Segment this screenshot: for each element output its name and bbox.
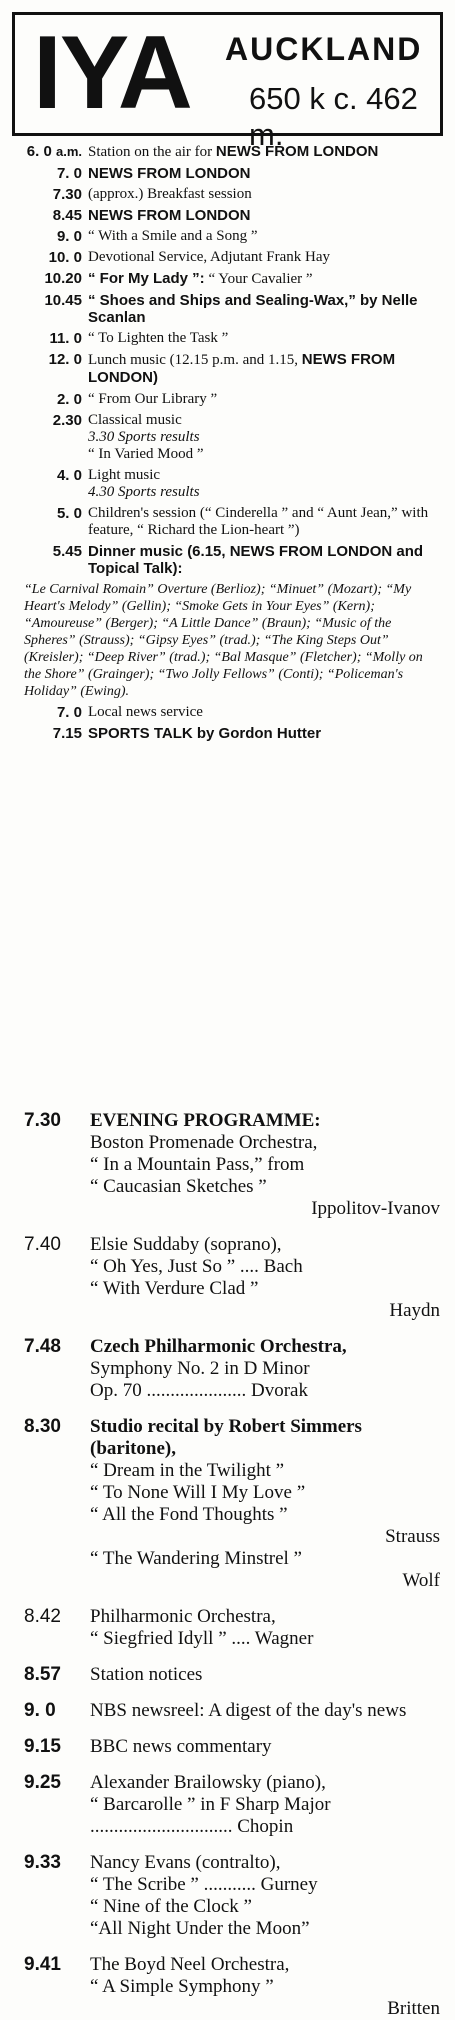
- programme-item: [0, 725, 455, 742]
- programme-item: [0, 505, 455, 539]
- evening-line: “ The Wandering Minstrel ”: [90, 1548, 302, 1569]
- programme-bold: NEWS FROM LONDON: [215, 143, 379, 160]
- evening-line: “ To None Will I My Love ”: [90, 1482, 306, 1503]
- evening-line: “ Dream in the Twilight ”: [90, 1460, 285, 1481]
- programme-text: Classical music: [88, 412, 182, 428]
- evening-line: “ Oh Yes, Just So ” .... Bach: [90, 1256, 303, 1277]
- programme-text: NEWS FROM LONDON: [88, 165, 251, 182]
- evening-line: Op. 70 ..................... Dvorak: [90, 1380, 308, 1401]
- evening-composer: Wolf: [402, 1570, 440, 1591]
- programme-item: [0, 391, 455, 408]
- programme-time: 12. 0: [48, 351, 82, 368]
- evening-composer: Britten: [387, 1998, 440, 2019]
- station-city: AUCKLAND: [225, 31, 423, 67]
- programme-text: “ Shoes and Ships and Sealing-Wax,” by Nelle Scanlan: [88, 292, 418, 326]
- evening-line: “ Siegfried Idyll ” .... Wagner: [90, 1628, 314, 1649]
- evening-line: “ In a Mountain Pass,” from: [90, 1154, 305, 1175]
- programme-time: 4. 0: [56, 467, 82, 484]
- evening-line: Alexander Brailowsky (piano),: [90, 1772, 326, 1793]
- evening-time: 9.33: [24, 1852, 61, 1873]
- evening-line: Boston Promenade Orchestra,: [90, 1132, 318, 1153]
- evening-line: “ A Simple Symphony ”: [90, 1976, 274, 1997]
- evening-item: [0, 1664, 455, 1686]
- evening-time: 9.15: [24, 1736, 61, 1757]
- programme-time: 7. 0: [56, 165, 82, 182]
- evening-composer: Ippolitov-Ivanov: [311, 1198, 440, 1219]
- programme-item: [0, 543, 455, 577]
- programme-text: Lunch music (12.15 p.m. and 1.15,: [88, 352, 298, 368]
- evening-item: [0, 1700, 455, 1722]
- programme-subitem: “ In Varied Mood ”: [88, 446, 204, 462]
- evening-line: Station notices: [90, 1664, 203, 1685]
- programme-bold: Dinner music (6.15, NEWS FROM LONDON and Topical Talk):: [88, 543, 424, 577]
- programme-subitem: 4.30 Sports results: [88, 484, 200, 500]
- programme-text: NEWS FROM LONDON: [88, 207, 251, 224]
- programme-time: 5. 0: [56, 505, 82, 522]
- evening-time: 9.41: [24, 1954, 61, 1975]
- evening-line: “ The Scribe ” ........... Gurney: [90, 1874, 318, 1895]
- programme-time: 9. 0: [56, 228, 82, 245]
- programme-item: [0, 412, 455, 463]
- evening-time: 8.57: [24, 1664, 61, 1685]
- evening-composer: Haydn: [389, 1300, 440, 1321]
- programme-time: 6. 0 a.m.: [26, 143, 82, 160]
- station-callsign: IYA: [33, 15, 191, 131]
- programme-text: Light music: [88, 467, 161, 483]
- programme-time: 2.30: [52, 412, 82, 429]
- programme-item: [0, 207, 455, 224]
- programme-item: [0, 165, 455, 182]
- programme-subitem: 3.30 Sports results: [88, 429, 200, 445]
- programme-item: [0, 270, 455, 288]
- programme-time: 5.45: [52, 543, 82, 560]
- programme-text: “ With a Smile and a Song ”: [88, 228, 258, 244]
- programme-time: 8.45: [52, 207, 82, 224]
- evening-line: Symphony No. 2 in D Minor: [90, 1358, 310, 1379]
- evening-item: [0, 1110, 455, 1220]
- programme-item: [0, 704, 455, 721]
- evening-item: [0, 1416, 455, 1592]
- evening-time: 9. 0: [24, 1700, 56, 1721]
- programme-time: 7.15: [52, 725, 82, 742]
- evening-line: The Boyd Neel Orchestra,: [90, 1954, 290, 1975]
- evening-title: Studio recital by Robert Simmers (baritone),: [90, 1416, 362, 1459]
- programme-item: [0, 351, 455, 387]
- evening-line: BBC news commentary: [90, 1736, 272, 1757]
- evening-composer: Strauss: [385, 1526, 440, 1547]
- programme-item: [0, 292, 455, 326]
- programme-item: [0, 143, 455, 161]
- evening-item: [0, 1736, 455, 1758]
- programme-text: “ From Our Library ”: [88, 391, 218, 407]
- programme-time: 11. 0: [49, 330, 82, 347]
- evening-item: [0, 1852, 455, 1940]
- evening-time: 7.40: [24, 1234, 61, 1255]
- evening-line: “ With Verdure Clad ”: [90, 1278, 259, 1299]
- programme-bold: NEWS FROM LONDON): [88, 351, 396, 386]
- programme-item: [0, 467, 455, 501]
- daytime-programme: [0, 143, 455, 746]
- evening-line: “ Barcarolle ” in F Sharp Major .............................. Chopin: [90, 1794, 331, 1837]
- evening-time: 9.25: [24, 1772, 61, 1793]
- evening-item: [0, 1772, 455, 1838]
- evening-item: [0, 1954, 455, 2020]
- programme-time: 10. 0: [48, 249, 82, 266]
- programme-time: 7.30: [52, 186, 82, 203]
- programme-time: 2. 0: [56, 391, 82, 408]
- evening-title: Czech Philharmonic Orchestra,: [90, 1336, 347, 1357]
- programme-item: [0, 186, 455, 203]
- evening-line: “ Caucasian Sketches ”: [90, 1176, 267, 1197]
- programme-text: Devotional Service, Adjutant Frank Hay: [88, 249, 331, 265]
- evening-line: Elsie Suddaby (soprano),: [90, 1234, 282, 1255]
- evening-item: [0, 1606, 455, 1650]
- evening-line: “ All the Fond Thoughts ”: [90, 1504, 288, 1525]
- evening-time: 8.30: [24, 1416, 61, 1437]
- programme-item: [0, 249, 455, 266]
- programme-item: [0, 228, 455, 245]
- programme-text: “ Your Cavalier ”: [208, 271, 313, 287]
- programme-time: 10.45: [44, 292, 82, 309]
- evening-line: “ Nine of the Clock ”: [90, 1896, 252, 1917]
- evening-title: EVENING PROGRAMME:: [90, 1110, 321, 1131]
- programme-bold: “ For My Lady ”:: [88, 270, 205, 287]
- station-frequency: 650 k c. 462 m.: [249, 81, 418, 152]
- programme-text: Station on the air for: [88, 144, 213, 160]
- evening-programme: [0, 1110, 455, 2020]
- programme-text: “ To Lighten the Task ”: [88, 330, 229, 346]
- programme-text: Children's session (“ Cinderella ” and “ Aunt Jean,” with feature, “ Richard the Lion-heart ”): [88, 505, 429, 538]
- evening-line: “All Night Under the Moon”: [90, 1918, 310, 1939]
- evening-line: Philharmonic Orchestra,: [90, 1606, 276, 1627]
- programme-time: 7. 0: [56, 704, 82, 721]
- programme-text: SPORTS TALK by Gordon Hutter: [88, 725, 322, 742]
- programme-item: [0, 330, 455, 347]
- evening-item: [0, 1336, 455, 1402]
- programme-text: (approx.) Breakfast session: [88, 186, 252, 202]
- evening-line: Nancy Evans (contralto),: [90, 1852, 281, 1873]
- evening-item: [0, 1234, 455, 1322]
- dinner-music-list: “Le Carnival Romain” Overture (Berlioz); “Minuet” (Mozart); “My Heart's Melody” (Gellin); “Smoke Gets in Your Eyes” (Kern); “Amoureuse” (Berger); “A Little Dance” (Braun); “Music of the Spheres” (Strauss); “Gipsy Eyes” (trad.); “The King Steps Out” (Kreisler); “Deep River” (trad.); “Bal Masque” (Fletcher); “Molly on the Shore” (Grainger); “Two Jolly Fellows” (Conti); “Policeman's Holiday” (Ewing).: [24, 582, 423, 699]
- evening-time: 7.30: [24, 1110, 61, 1131]
- evening-line: NBS newsreel: A digest of the day's news: [90, 1700, 407, 1721]
- evening-time: 8.42: [24, 1606, 61, 1627]
- evening-time: 7.48: [24, 1336, 61, 1357]
- programme-text: Local news service: [88, 704, 203, 720]
- programme-time: 10.20: [44, 270, 82, 287]
